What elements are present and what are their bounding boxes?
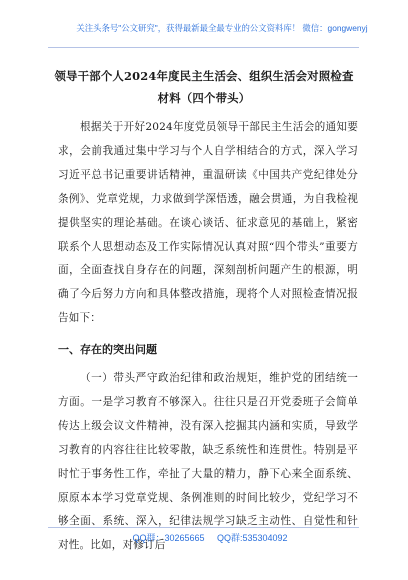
section-paragraph: （一）带头严守政治纪律和政治规矩，维护党的团结统一方面。一是学习教育不够深入。往往只是召开党委班子会简单传达上级会议文件精神，没有深入挖掘其内涵和实质，导致学习教育的内容往往比较零散，缺乏系统性和连贯性。特别是平时忙于事务性工作，牵扯了大量的精力，静下心来全面系统、原原本本学习党章党规、条例准则的时间比较少，党纪学习不够全面、系统、深入，纪律法规学习缺乏主动性、自觉性和针对性。比如，对修订后 [58,372,358,552]
header-banner: 关注头条号"公文研究"，获得最新最全最专业的公文资料库！ 微信：gongwenyj [76,23,368,33]
intro-paragraph: 根据关于开好2024年度党员领导干部民主生活会的通知要求，会前我通过集中学习与个人自学相结合的方式，深入学习习近平总书记重要讲话精神，重温研读《中国共产党纪律处分条例》、党章党规，力求做到学深悟透，融会贯通，为自我检视提供坚实的理论基础。在谈心谈话、征求意见的基础上，紧密联系个人思想动态及工作实际情况认真对照“四个带头”重要方面，全面查找自身存在的问题，深刻剖析问题产生的根源，明确了今后努力方向和具体整改措施，现将个人对照检查情况报告如下： [58,121,358,325]
document-title-line-2: 材料（四个带头） [157,91,251,105]
footer-contact: QQ群：30265665 QQ群:535304092 [132,533,288,543]
footer-divider [48,527,359,528]
document-title-line-1: 领导干部个人2024年度民主生活会、组织生活会对照检查 [54,69,354,83]
header-divider [48,47,359,48]
section-heading: 一、存在的突出问题 [58,343,157,356]
